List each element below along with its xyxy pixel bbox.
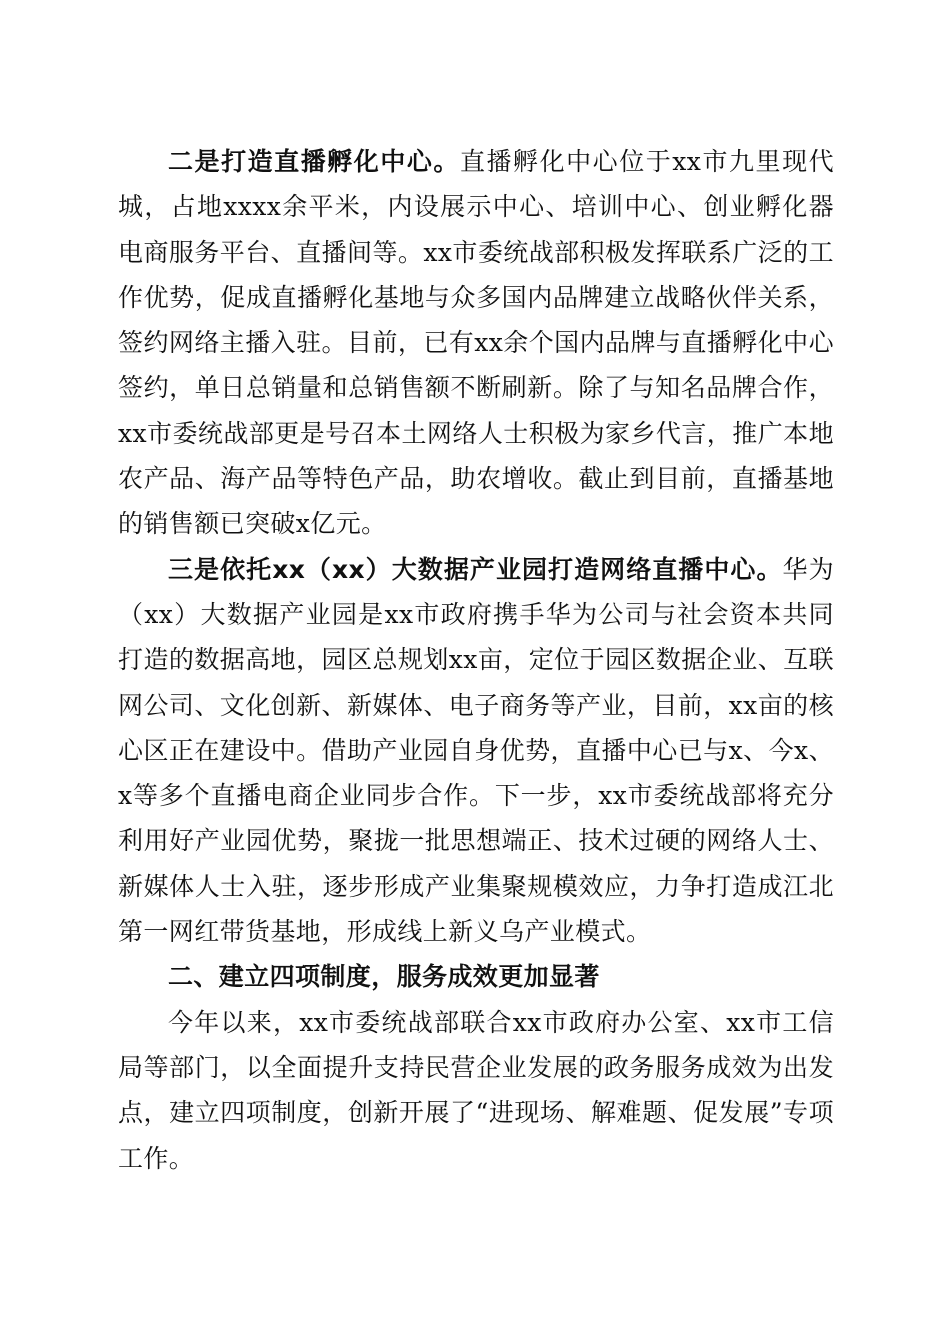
section-heading: 二、建立四项制度，服务成效更加显著	[168, 962, 600, 992]
paragraph-body: 直播孵化中心位于xx市九里现代城，占地xxxx余平米，内设展示中心、培训中心、创业孵化器电商服务平台、直播间等。xx市委统战部积极发挥联系广泛的工作优势，促成直播孵化基地与众多国内品牌建立战略伙伴关系，签约网络主播入驻。目前，已有xx余个国内品牌与直播孵化中心签约，单日总销量和总销售额不断刷新。除了与知名品牌合作，xx市委统战部更是号召本土网络人士积极为家乡代言，推广本地农产品、海产品等特色产品，助农增收。截止到目前，直播基地的销售额已突破x亿元。	[118, 147, 835, 539]
paragraph-bigdata-park	[118, 547, 834, 955]
paragraph-body: 华为（xx）大数据产业园是xx市政府携手华为公司与社会资本共同打造的数据高地，园区总规划xx亩，定位于园区数据企业、互联网公司、文化创新、新媒体、电子商务等产业，目前，xx亩的核心区正在建设中。借助产业园自身优势，直播中心已与x、今x、x等多个直播电商企业同步合作。下一步，xx市委统战部将充分利用好产业园优势，聚拢一批思想端正、技术过硬的网络人士、新媒体人士入驻，逐步形成产业集聚规模效应，力争打造成江北第一网红带货基地，形成线上新义乌产业模式。	[118, 554, 834, 947]
document-body	[118, 139, 834, 1181]
paragraph-lead: 三是依托xx（xx）大数据产业园打造网络直播中心。	[168, 554, 783, 584]
paragraph-closing: 今年以来，xx市委统战部联合xx市政府办公室、xx市工信局等部门，以全面提升支持民营企业发展的政务服务成效为出发点，建立四项制度，创新开展了“进现场、解难题、促发展”专项工作。	[118, 1007, 834, 1173]
paragraph-live-incubation	[118, 139, 834, 547]
paragraph-lead: 二是打造直播孵化中心。	[168, 147, 460, 176]
